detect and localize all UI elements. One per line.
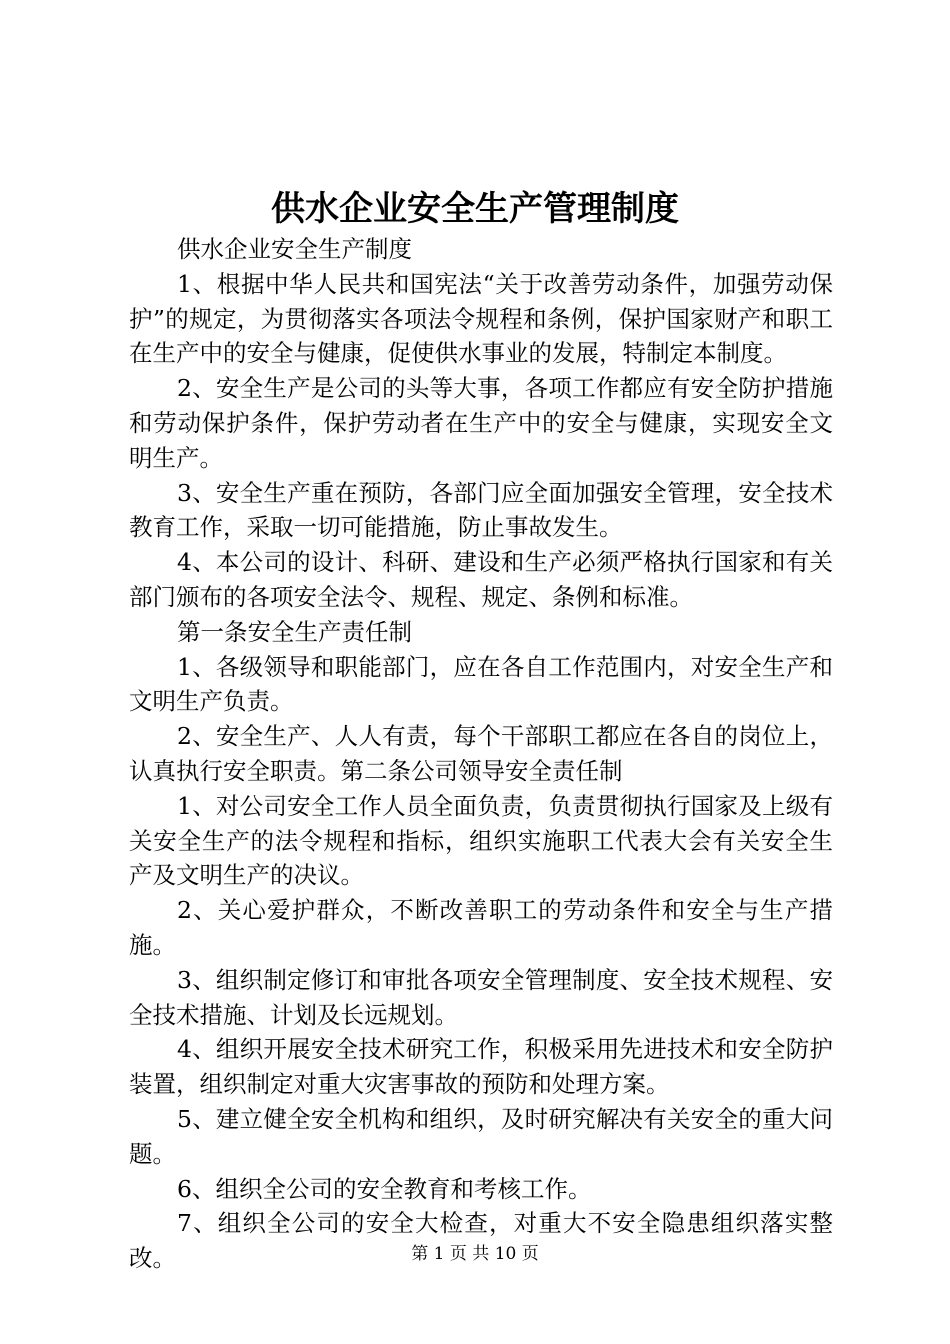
paragraph-1: 1、根据中华人民共和国宪法“关于改善劳动条件，加强劳动保护”的规定，为贯彻落实各项法令规程和条例，保护国家财产和职工在生产中的安全与健康，促使供水事业的发展，特制定本制度。	[129, 269, 833, 368]
paragraph-2: 2、安全生产是公司的头等大事，各项工作都应有安全防护措施和劳动保护条件，保护劳动者在生产中的安全与健康，实现安全文明生产。	[129, 374, 833, 472]
document-title: 供水企业安全生产管理制度	[271, 189, 679, 229]
paragraph-s1-1: 1、各级领导和职能部门，应在各自工作范围内，对安全生产和文明生产负责。	[129, 652, 833, 716]
paragraph-3: 3、安全生产重在预防，各部门应全面加强安全管理，安全技术教育工作，采取一切可能措施，防止事故发生。	[129, 478, 833, 542]
paragraph-s2-1: 1、对公司安全工作人员全面负责，负责贯彻执行国家及上级有关安全生产的法令规程和指标，组织实施职工代表大会有关安全生产及文明生产的决议。	[129, 791, 833, 890]
paragraph-s2-4: 4、组织开展安全技术研究工作，积极采用先进技术和安全防护装置，组织制定对重大灾害事故的预防和处理方案。	[129, 1035, 833, 1099]
paragraph-s2-5: 5、建立健全安全机构和组织，及时研究解决有关安全的重大问题。	[129, 1104, 833, 1168]
section-heading-1: 第一条安全生产责任制	[177, 617, 412, 646]
document-body	[129, 232, 833, 1276]
paragraph-4: 4、本公司的设计、科研、建设和生产必须严格执行国家和有关部门颁布的各项安全法令、规程、规定、条例和标准。	[129, 548, 833, 611]
paragraph-s2-6: 6、组织全公司的安全教育和考核工作。	[177, 1174, 592, 1203]
paragraph-s2-3: 3、组织制定修订和审批各项安全管理制度、安全技术规程、安全技术措施、计划及长远规划。	[129, 965, 833, 1029]
paragraph-subtitle: 供水企业安全生产制度	[177, 235, 412, 263]
page-footer: 第 1 页 共 10 页	[411, 1244, 539, 1264]
paragraph-s2-2: 2、关心爱护群众，不断改善职工的劳动条件和安全与生产措施。	[129, 896, 833, 959]
paragraph-s1-2: 2、安全生产、人人有责，每个干部职工都应在各自的岗位上，认真执行安全职责。第二条公司领导安全责任制	[129, 722, 833, 785]
paragraph-s2-7: 7、组织全公司的安全大检查，对重大不安全隐患组织落实整改。	[129, 1209, 833, 1273]
